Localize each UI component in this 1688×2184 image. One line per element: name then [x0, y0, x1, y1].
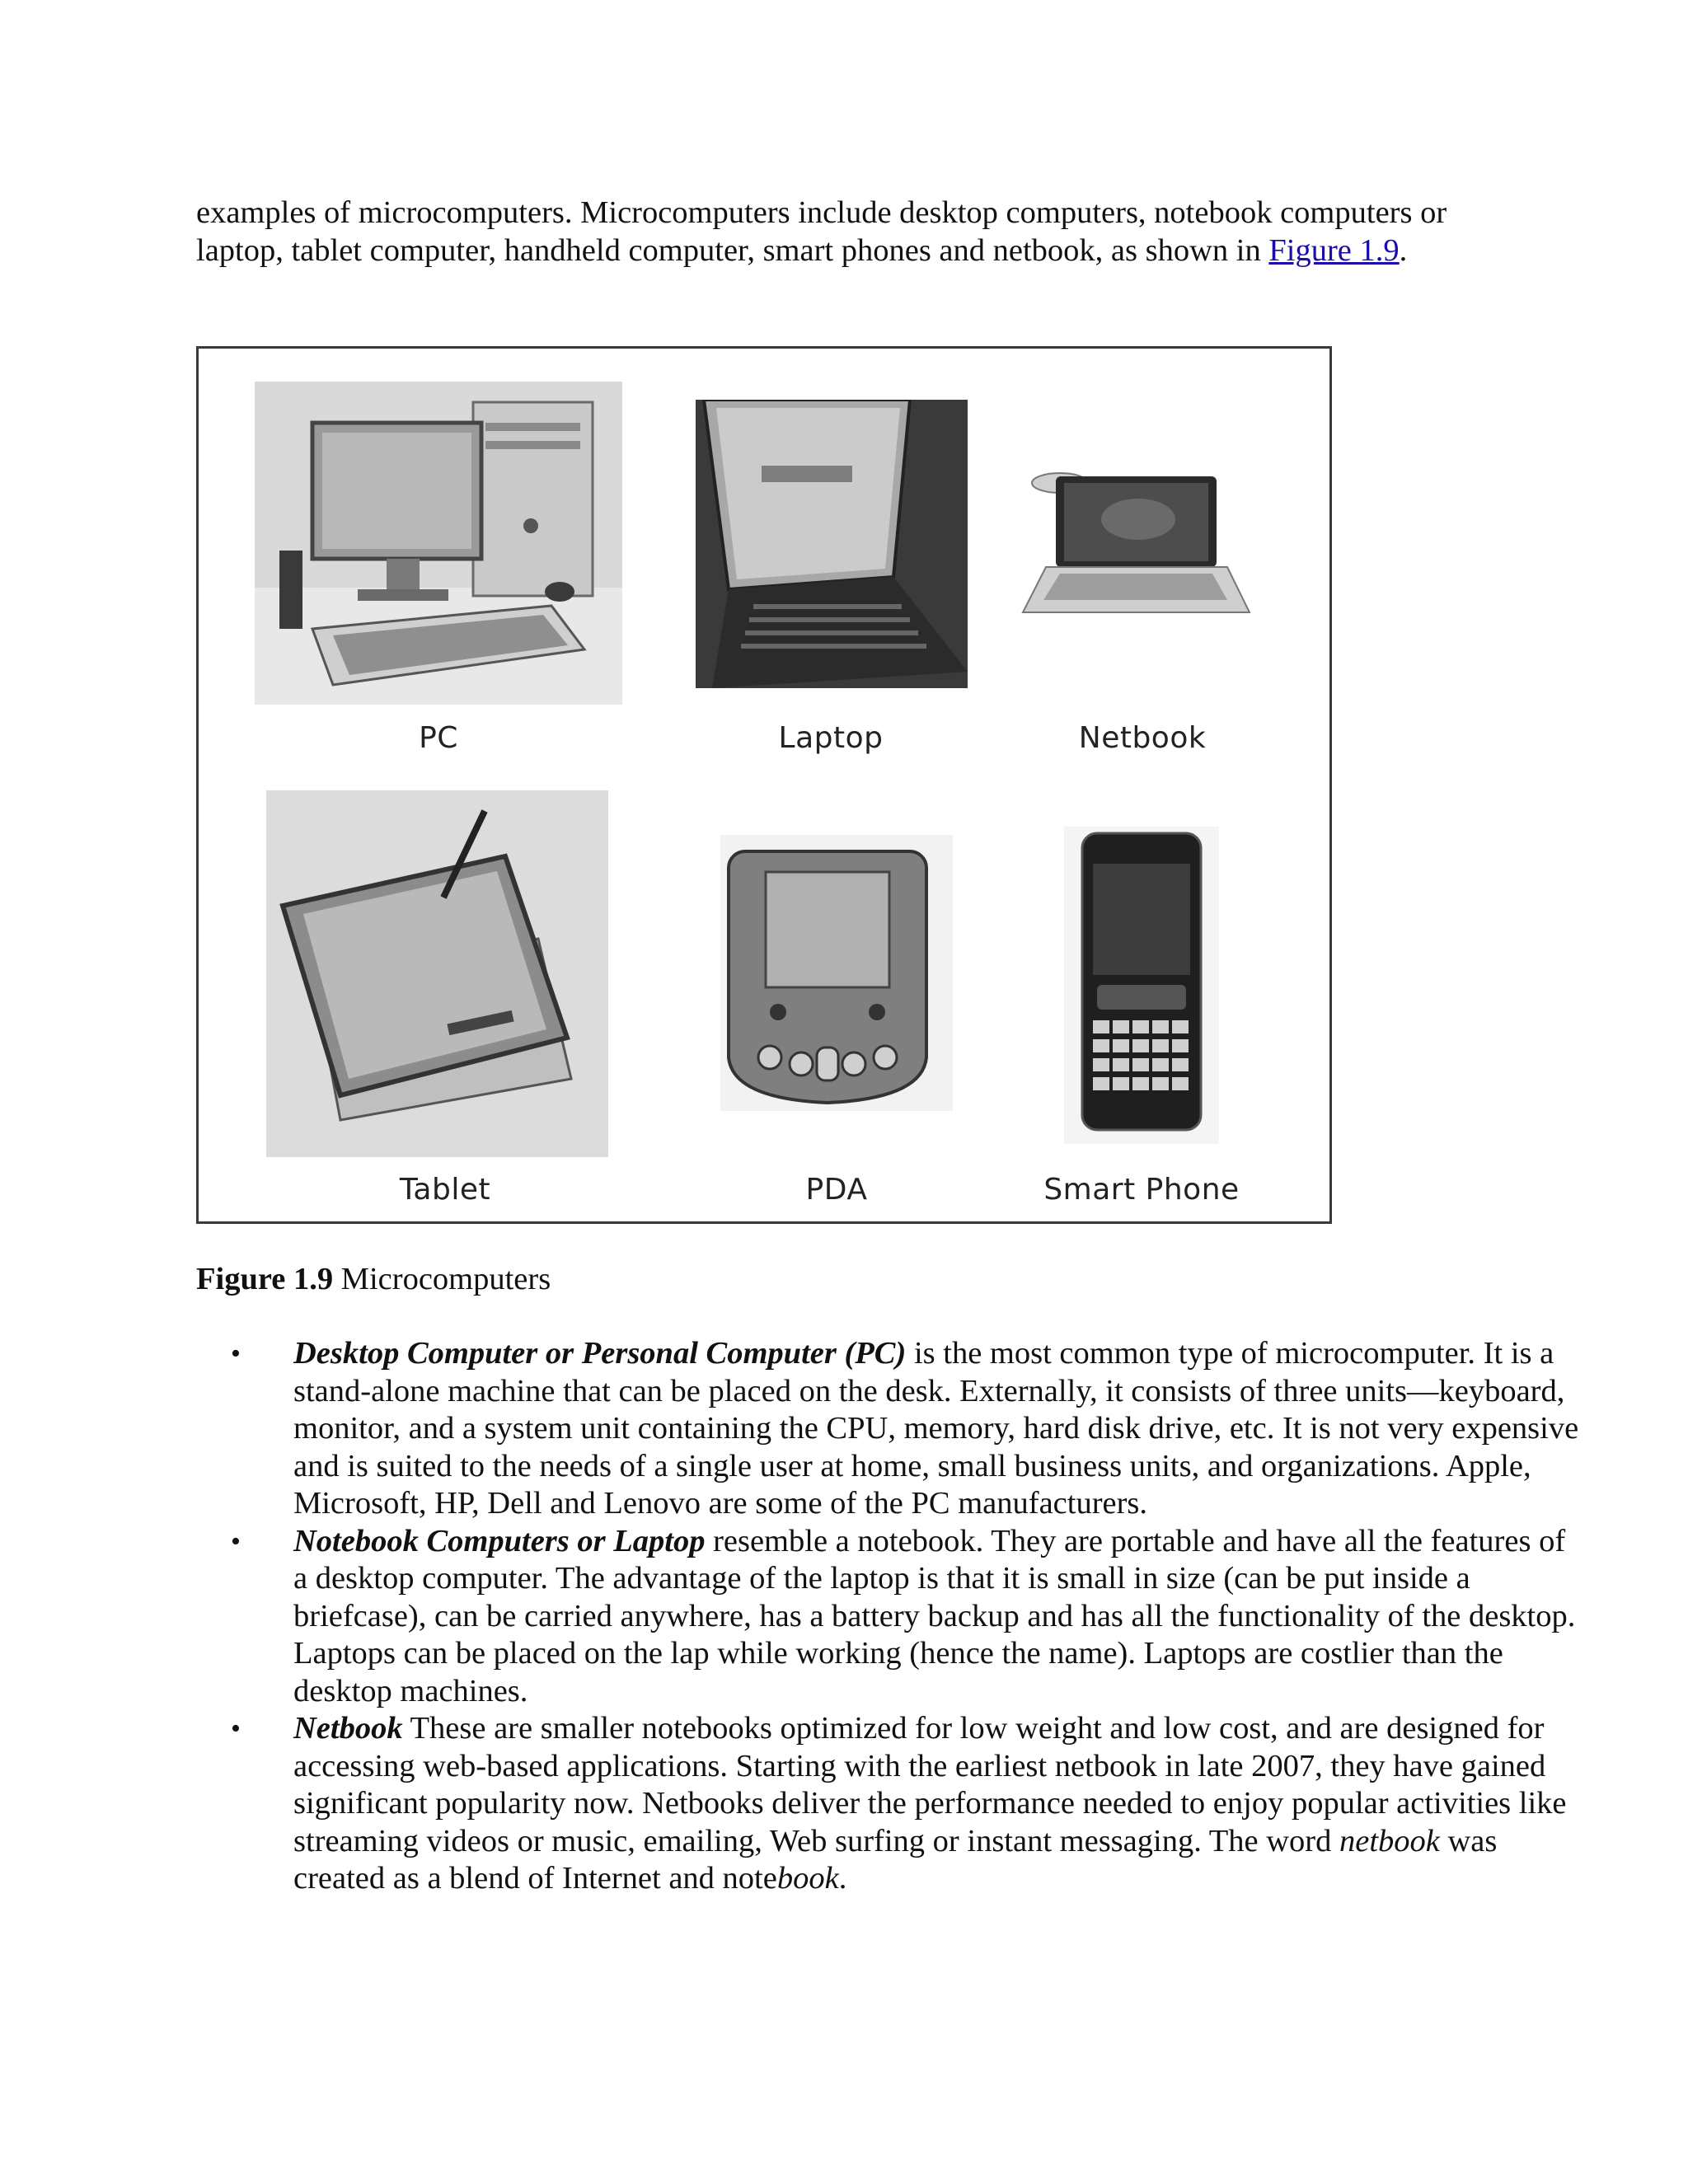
definition-list — [196, 1335, 1579, 1898]
caption-pda: PDA — [805, 1173, 868, 1207]
intro-paragraph — [196, 194, 1482, 269]
emphasis-netbook: netbook — [1339, 1823, 1440, 1858]
caption-pc: PC — [419, 721, 458, 755]
intro-text: examples of microcomputers. Microcomputers include desktop computers, notebook computers or laptop, tablet computer, handheld computer, smart phones and netbook, as shown in — [196, 195, 1447, 268]
caption-netbook: Netbook — [1078, 721, 1207, 755]
figure-title: Microcomputers — [333, 1262, 551, 1296]
caption-tablet: Tablet — [399, 1173, 491, 1207]
caption-laptop: Laptop — [778, 721, 884, 755]
pc-photo — [255, 382, 622, 705]
laptop-photo — [696, 400, 968, 688]
list-item — [293, 1523, 1579, 1711]
definition-laptop: resemble a notebook. They are portable and have all the features of a desktop computer. The advantage of the laptop is that it is small in size (can be put inside a briefcase), can be carried anywhere, has a battery backup and has all the functionality of the desktop. Laptops can be placed on the lap while working (hence the name). Laptops are costlier than the desktop machines. — [293, 1523, 1576, 1708]
figure-caption — [196, 1261, 551, 1297]
definition-netbook-b: was created as a blend of Internet and note — [293, 1823, 1498, 1896]
emphasis-book: book — [776, 1861, 839, 1896]
definition-desktop: is the most common type of microcomputer. It is a stand-alone machine that can be placed on the desk. Externally, it consists of three units—keyboard, monitor, and a system unit containing the CPU, memory, hard disk drive, etc. It is not very expensive and is suited to the needs of a single user at home, small business units, and organizations. Apple, Microsoft, HP, Dell and Lenovo are some of the PC manufacturers. — [293, 1336, 1579, 1521]
list-item — [293, 1710, 1579, 1898]
pda-photo — [720, 835, 953, 1111]
intro-end: . — [1399, 232, 1408, 268]
term-desktop: Desktop Computer or Personal Computer (PC) — [293, 1336, 907, 1371]
smart-phone-photo — [1064, 827, 1219, 1144]
figure-label: Figure 1.9 — [196, 1262, 334, 1296]
definition-netbook-end: . — [838, 1861, 847, 1896]
caption-smart-phone: Smart Phone — [1043, 1173, 1240, 1207]
netbook-photo — [1015, 460, 1254, 625]
term-netbook: Netbook — [293, 1711, 403, 1746]
figure-link[interactable]: Figure 1.9 — [1268, 232, 1400, 268]
term-laptop: Notebook Computers or Laptop — [293, 1523, 706, 1558]
list-item — [293, 1335, 1579, 1523]
figure-frame — [196, 346, 1332, 1224]
definition-netbook-a: These are smaller notebooks optimized for low weight and low cost, and are designed for accessing web-based applications. Starting with the earliest netbook in late 2007, they have gained significant popularity now. Netbooks deliver the performance needed to enjoy popular activities like streaming videos or music, emailing, Web surfing or instant messaging. The word — [293, 1711, 1567, 1858]
tablet-photo — [266, 790, 608, 1157]
